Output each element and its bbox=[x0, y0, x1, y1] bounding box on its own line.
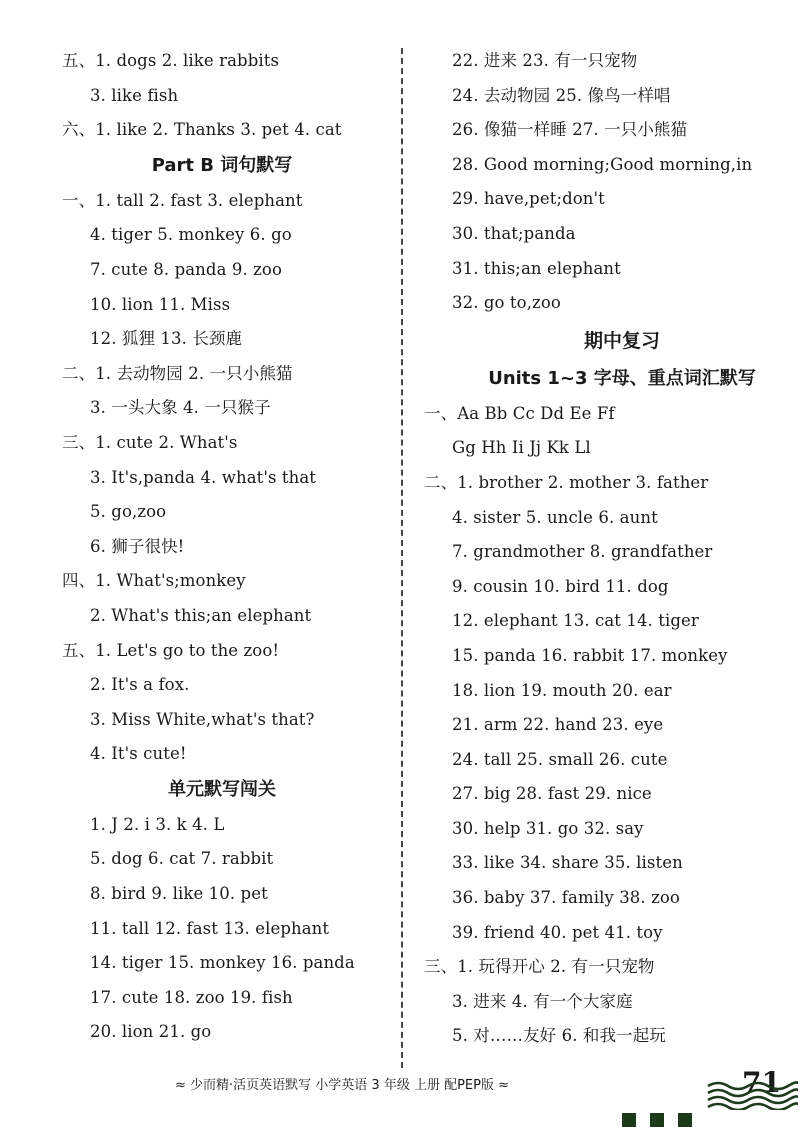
left-answer-line: 3. Miss White,what's that? bbox=[90, 709, 315, 729]
right-answer-line: 29. have,pet;don't bbox=[452, 189, 605, 209]
right-answer-line: 二、1. brother 2. mother 3. father bbox=[424, 472, 709, 492]
left-answer-line: 7. cute 8. panda 9. zoo bbox=[90, 259, 283, 279]
page-number: 71 bbox=[742, 1066, 781, 1099]
right-answer-line: 18. lion 19. mouth 20. ear bbox=[452, 680, 672, 700]
left-answer-line: 5. go,zoo bbox=[90, 502, 167, 522]
section-heading: 单元默写闯关 bbox=[168, 778, 276, 800]
section-heading: 期中复习 bbox=[583, 329, 660, 352]
square-decoration bbox=[622, 1112, 706, 1126]
right-answer-line: Gg Hh Ii Jj Kk Ll bbox=[452, 438, 591, 458]
right-answer-line: 36. baby 37. family 38. zoo bbox=[452, 888, 680, 908]
right-answer-line: 24. tall 25. small 26. cute bbox=[452, 749, 668, 769]
right-answer-line: 9. cousin 10. bird 11. dog bbox=[452, 576, 669, 596]
left-answer-line: 2. It's a fox. bbox=[90, 675, 190, 695]
right-answer-line: 26. 像猫一样睡 27. 一只小熊猫 bbox=[452, 120, 688, 140]
right-answer-line: 15. panda 16. rabbit 17. monkey bbox=[452, 645, 728, 665]
right-answer-line: 24. 去动物园 25. 像鸟一样唱 bbox=[452, 85, 671, 105]
left-answer-line: 17. cute 18. zoo 19. fish bbox=[90, 987, 293, 1007]
left-answer-line: 10. lion 11. Miss bbox=[90, 294, 231, 314]
left-answer-line: 8. bird 9. like 10. pet bbox=[90, 884, 268, 904]
right-answer-line: 27. big 28. fast 29. nice bbox=[452, 784, 652, 804]
left-answer-line: 11. tall 12. fast 13. elephant bbox=[90, 918, 330, 938]
column-divider bbox=[401, 48, 403, 1068]
left-answer-column bbox=[62, 44, 392, 1050]
right-answer-column bbox=[424, 44, 792, 1054]
right-answer-line: 30. help 31. go 32. say bbox=[452, 818, 644, 838]
section-heading: Units 1~3 字母、重点词汇默写 bbox=[488, 367, 756, 389]
page-footer bbox=[0, 1066, 800, 1106]
left-answer-line: 四、1. What's;monkey bbox=[62, 571, 246, 591]
left-answer-line: 五、1. dogs 2. like rabbits bbox=[62, 51, 280, 70]
right-answer-line: 12. elephant 13. cat 14. tiger bbox=[452, 611, 699, 631]
right-answer-line: 三、1. 玩得开心 2. 有一只宠物 bbox=[424, 957, 655, 977]
right-answer-line: 32. go to,zoo bbox=[452, 293, 561, 313]
left-answer-line: 12. 狐狸 13. 长颈鹿 bbox=[90, 329, 243, 349]
left-answer-line: 1. J 2. i 3. k 4. L bbox=[90, 814, 225, 834]
left-answer-line: 六、1. like 2. Thanks 3. pet 4. cat bbox=[62, 120, 342, 140]
left-answer-line: 20. lion 21. go bbox=[90, 1022, 212, 1042]
square-icon bbox=[678, 1113, 692, 1127]
right-answer-line: 4. sister 5. uncle 6. aunt bbox=[452, 507, 658, 527]
left-answer-line: 五、1. Let's go to the zoo! bbox=[62, 640, 280, 660]
left-answer-line: 5. dog 6. cat 7. rabbit bbox=[90, 849, 274, 869]
right-answer-line: 21. arm 22. hand 23. eye bbox=[452, 715, 664, 735]
right-answer-line: 39. friend 40. pet 41. toy bbox=[452, 922, 663, 942]
left-answer-line: 二、1. 去动物园 2. 一只小熊猫 bbox=[62, 363, 293, 383]
left-answer-line: 3. like fish bbox=[90, 85, 179, 105]
left-answer-line: 4. It's cute! bbox=[90, 744, 187, 764]
section-heading: Part B 词句默写 bbox=[151, 154, 293, 176]
left-answer-line: 2. What's this;an elephant bbox=[90, 605, 312, 625]
left-answer-line: 三、1. cute 2. What's bbox=[62, 432, 238, 452]
square-icon bbox=[650, 1113, 664, 1127]
right-answer-line: 7. grandmother 8. grandfather bbox=[452, 542, 713, 562]
right-answer-line: 33. like 34. share 35. listen bbox=[452, 853, 683, 873]
left-answer-line: 3. 一头大象 4. 一只猴子 bbox=[90, 398, 271, 418]
footer-book-title: ≈ 少而精·活页英语默写 小学英语 3 年级 上册 配PEP版 ≈ bbox=[175, 1078, 510, 1093]
right-answer-line: 28. Good morning;Good morning,in bbox=[452, 154, 753, 174]
left-answer-line: 14. tiger 15. monkey 16. panda bbox=[90, 953, 355, 973]
right-answer-line: 5. 对……友好 6. 和我一起玩 bbox=[452, 1026, 666, 1046]
right-answer-line: 22. 进来 23. 有一只宠物 bbox=[452, 51, 638, 70]
square-icon bbox=[622, 1113, 636, 1127]
left-answer-line: 6. 狮子很快! bbox=[90, 536, 185, 556]
wave-decoration-icon bbox=[706, 1080, 798, 1110]
right-answer-line: 31. this;an elephant bbox=[452, 258, 621, 278]
left-answer-line: 4. tiger 5. monkey 6. go bbox=[90, 225, 292, 245]
left-answer-line: 3. It's,panda 4. what's that bbox=[90, 467, 317, 487]
left-answer-line: 一、1. tall 2. fast 3. elephant bbox=[62, 190, 303, 210]
right-answer-line: 3. 进来 4. 有一个大家庭 bbox=[452, 991, 633, 1011]
right-answer-line: 30. that;panda bbox=[452, 223, 576, 243]
right-answer-line: 一、Aa Bb Cc Dd Ee Ff bbox=[424, 403, 615, 423]
